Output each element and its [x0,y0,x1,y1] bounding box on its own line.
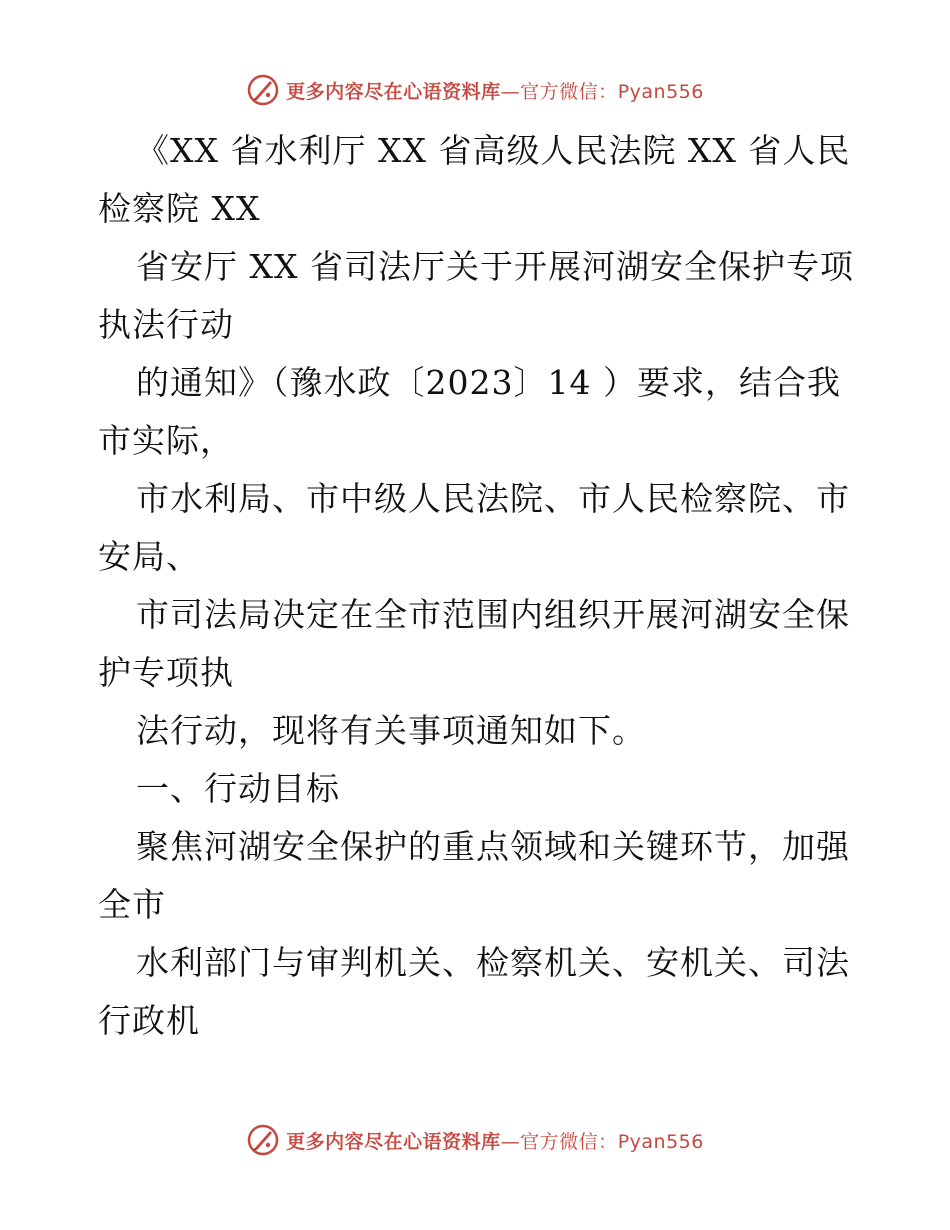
watermark-wechat-id: Pyan556 [617,1130,704,1153]
text-line: 检察院 XX [98,189,261,228]
watermark-dash: — [500,80,521,103]
text-line: 全市 [98,885,166,924]
text-line: 水利部门与审判机关、检察机关、安机关、司法 [136,943,850,982]
text-line: 省安厅 XX 省司法厅关于开展河湖安全保护专项 [136,247,854,286]
document-body [98,122,858,1050]
text-line: 市司法局决定在全市范围内组织开展河湖安全保 [136,595,850,634]
watermark-dash: — [500,1130,521,1153]
watermark-wechat-id: Pyan556 [617,80,704,103]
watermark-main: 更多内容尽在心语资料库 [286,80,501,103]
text-line: 市水利局、市中级人民法院、市人民检察院、市 [136,479,850,518]
header-watermark [0,70,950,110]
text-line: 护专项执 [98,653,234,692]
text-line: 执法行动 [98,305,234,344]
watermark-text [286,1127,704,1154]
watermark-main: 更多内容尽在心语资料库 [286,1130,501,1153]
text-line: 《XX 省水利厅 XX 省高级人民法院 XX 省人民 [136,131,851,170]
watermark-wechat-label: 官方微信： [520,1130,618,1153]
section-heading: 一、行动目标 [136,769,340,808]
text-line: 法行动，现将有关事项通知如下。 [136,711,646,750]
watermark-text [286,77,704,104]
quill-pen-logo-icon [246,73,280,107]
footer-watermark [0,1120,950,1160]
text-line: 聚焦河湖安全保护的重点领域和关键环节，加强 [136,827,850,866]
text-line: 市实际， [98,421,234,460]
watermark-wechat-label: 官方微信： [520,80,618,103]
quill-pen-logo-icon [246,1123,280,1157]
text-line: 安局、 [98,537,200,576]
text-line: 行政机 [98,1001,200,1040]
text-line: 的通知》（豫水政〔2023〕14 ）要求，结合我 [136,363,841,402]
